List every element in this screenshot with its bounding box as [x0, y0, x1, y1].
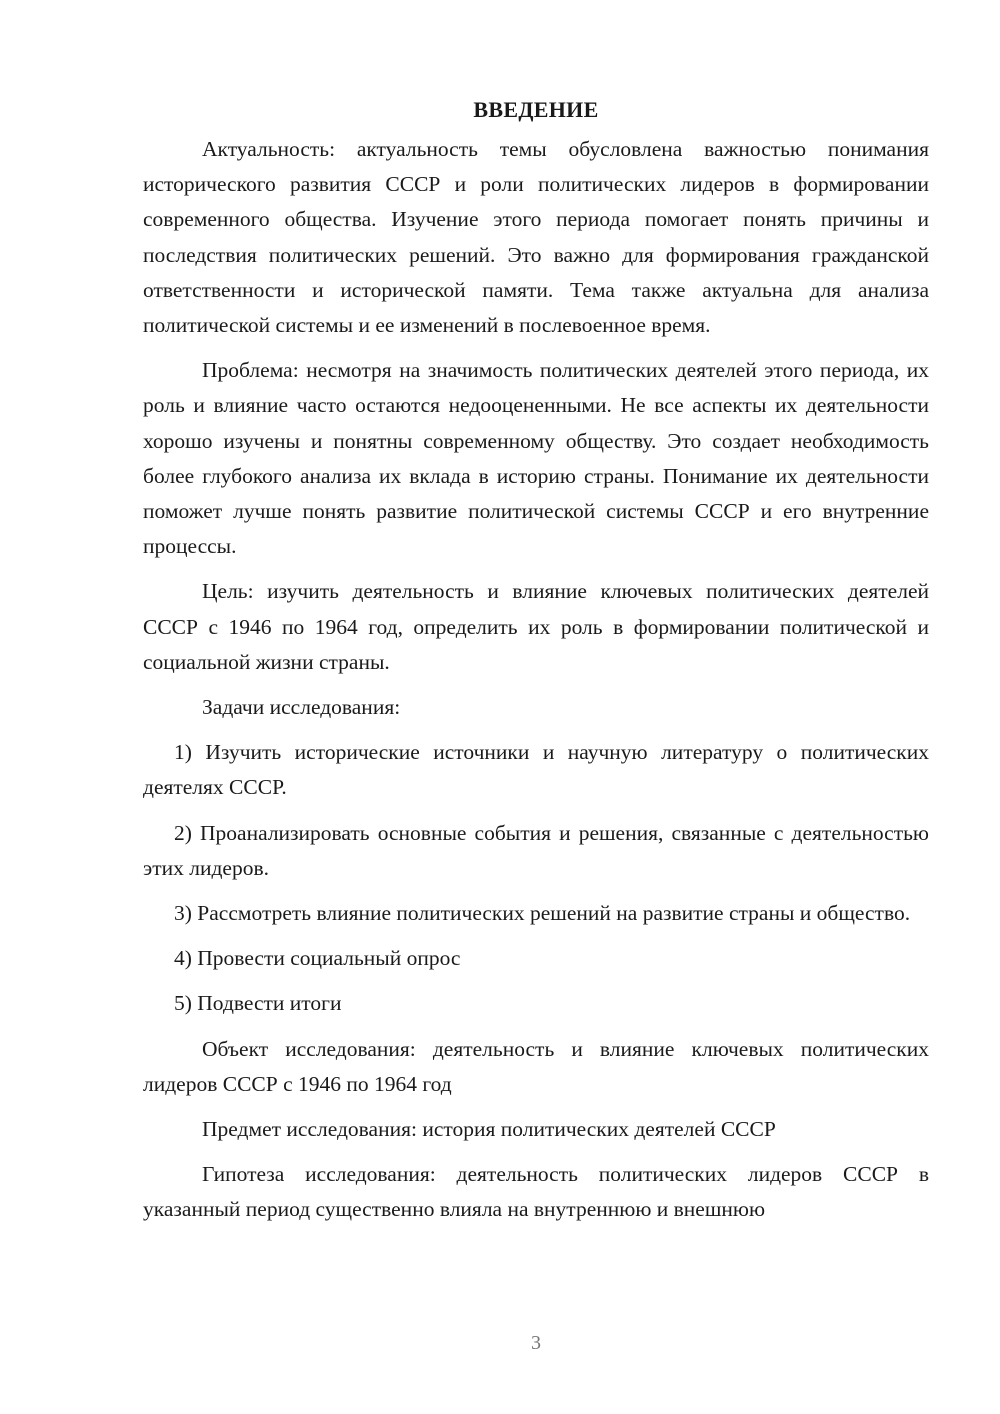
document-page — [143, 92, 929, 1228]
paragraph-subject: Предмет исследования: история политических деятелей СССР — [202, 1117, 776, 1142]
paragraph-object: Объект исследования: деятельность и влияние ключевых политических лидеров СССР с 1946 по 1964 год — [143, 1036, 929, 1096]
page-number: 3 — [531, 1332, 541, 1354]
task-item-5: 5) Подвести итоги — [174, 991, 342, 1016]
task-item-1: 1) Изучить исторические источники и научную литературу о политических деятелях СССР. — [143, 740, 929, 800]
task-item-4: 4) Провести социальный опрос — [174, 946, 461, 971]
paragraph-hypothesis: Гипотеза исследования: деятельность политических лидеров СССР в указанный период существенно влияла на внутреннюю и внешнюю — [143, 1162, 929, 1222]
document-title: ВВЕДЕНИЕ — [473, 97, 599, 122]
task-item-2: 2) Проанализировать основные события и решения, связанные с деятельностью этих лидеров. — [143, 820, 929, 880]
paragraph-relevance: Актуальность: актуальность темы обусловлена важностью понимания исторического развития СССР и роли политических лидеров в формировании современного общества. Изучение этого периода помогает понять причины и последствия политических решений. Это важно для формирования гражданской ответственности и исторической памяти. Тема также актуальна для анализа политической системы и ее изменений в послевоенное время. — [143, 137, 929, 338]
paragraph-tasks-heading: Задачи исследования: — [202, 695, 401, 720]
task-item-3: 3) Рассмотреть влияние политических решений на развитие страны и общество. — [174, 901, 911, 926]
paragraph-problem: Проблема: несмотря на значимость политических деятелей этого периода, их роль и влияние часто остаются недооцененными. Не все аспекты их деятельности хорошо изучены и понятны современному обществу. Это создает необходимость более глубокого анализа их вклада в историю страны. Понимание их деятельности поможет лучше понять развитие политической системы СССР и его внутренние процессы. — [143, 358, 929, 559]
paragraph-goal: Цель: изучить деятельность и влияние ключевых политических деятелей СССР с 1946 по 1964 год, определить их роль в формировании политической и социальной жизни страны. — [143, 579, 929, 674]
